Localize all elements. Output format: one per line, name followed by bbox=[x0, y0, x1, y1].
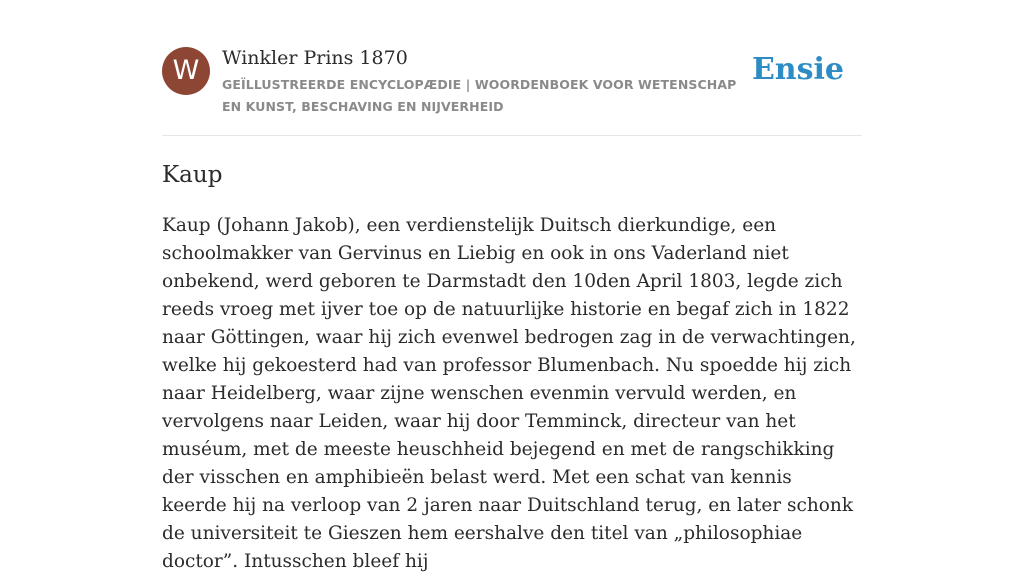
header-divider bbox=[162, 135, 862, 136]
source-subtitle: GEÏLLUSTREERDE ENCYCLOPÆDIE | WOORDENBOEK VOOR WETENSCHAP EN KUNST, BESCHAVING EN NIJVERHEID bbox=[222, 77, 737, 114]
entry-title: Kaup bbox=[162, 162, 223, 188]
brand-logo-link[interactable]: Ensie bbox=[751, 52, 844, 87]
source-title[interactable]: Winkler Prins 1870 bbox=[222, 47, 408, 69]
source-header bbox=[162, 44, 862, 124]
source-avatar[interactable]: W bbox=[162, 47, 210, 95]
entry-body-text: Kaup (Johann Jakob), een verdienstelijk Duitsch dierkundige, een schoolmakker van Gervinus en Liebig en ook in ons Vaderland niet onbekend, werd geboren te Darmstadt den 10den April 1803, legde zich reeds vroeg met ijver toe op de natuurlijke historie en begaf zich in 1822 naar Göttingen, waar hij zich evenwel bedrogen zag in de verwachtingen, welke hij gekoesterd had van professor Blumenbach. Nu spoedde hij zich naar Heidelberg, waar zijne wenschen evenmin vervuld werden, en vervolgens naar Leiden, waar hij door Temminck, directeur van het muséum, met de meeste heuschheid bejegend en met de rangschikking der visschen en amphibieën belast werd. Met een schat van kennis keerde hij na verloop van 2 jaren naar Duitschland terug, en later schonk de universiteit te Gieszen hem eershalve den titel van „philosophiae doctor”. Intusschen bleef hij bbox=[162, 215, 856, 572]
